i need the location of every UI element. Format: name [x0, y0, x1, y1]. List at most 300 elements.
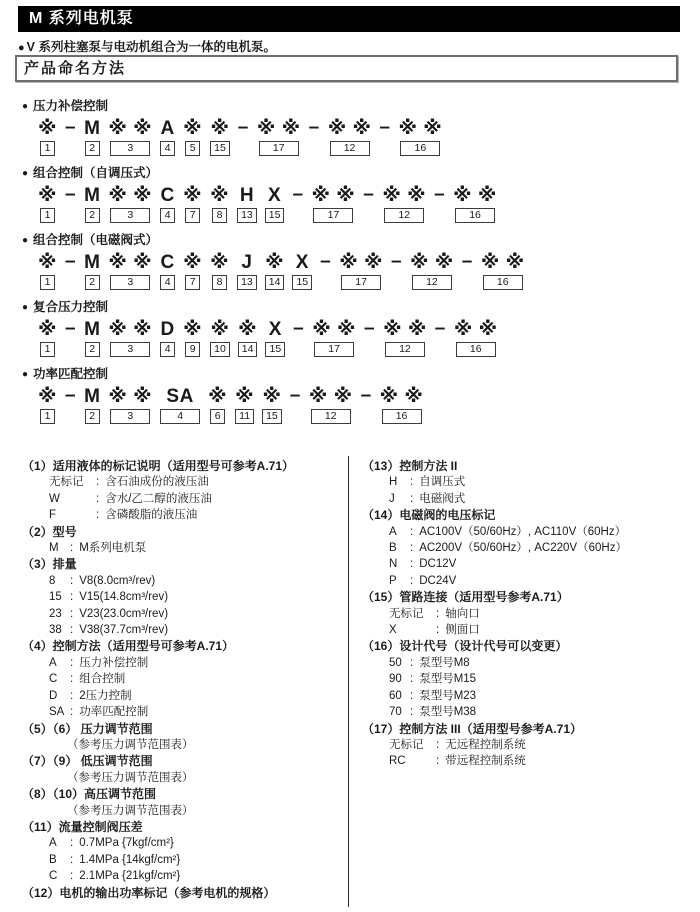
note-item-colon: :	[70, 607, 74, 620]
code-section	[22, 232, 682, 290]
note-item-key: B	[49, 853, 57, 866]
dash-token	[290, 386, 301, 422]
code-symbol: ※	[38, 185, 57, 206]
note-item	[49, 589, 342, 605]
bullet-icon: ●	[22, 302, 29, 313]
dash-token	[391, 252, 402, 288]
note-item-key: 50	[389, 656, 402, 669]
note-item-colon: :	[70, 837, 74, 850]
model-code-row	[38, 386, 682, 424]
code-token	[339, 252, 383, 290]
note-item-value: 功率匹配控制	[79, 706, 149, 719]
note-item-value: V8(8.0cm³/rev)	[79, 574, 156, 587]
code-symbol: ※ ※	[108, 118, 153, 139]
dash-token	[462, 252, 473, 288]
code-symbol: M	[84, 252, 101, 273]
position-number-box: 13	[237, 208, 257, 223]
note-heading: （5）（6） 压力调节范围	[22, 721, 153, 736]
note-item-colon: :	[436, 624, 440, 637]
dash-icon: –	[293, 318, 305, 339]
code-symbol: ※	[235, 386, 255, 407]
note-item-value: 侧面口	[445, 624, 480, 637]
note-item-key: SA	[49, 706, 65, 719]
note-item	[49, 835, 342, 851]
dash-icon: –	[308, 117, 320, 138]
note-item-key: F	[49, 509, 57, 522]
position-number-box: 8	[212, 275, 227, 290]
note-item-colon: :	[436, 738, 440, 751]
position-number-box: 6	[210, 409, 225, 424]
code-symbol: ※ ※	[108, 185, 153, 206]
code-symbol: X	[295, 252, 309, 273]
position-number-box: 11	[235, 409, 254, 424]
code-section	[22, 299, 682, 357]
position-number-box: 2	[85, 409, 100, 424]
naming-method-title: 产品命名方法	[15, 55, 678, 82]
dash-icon: –	[237, 117, 249, 138]
note-item	[67, 737, 342, 753]
section-label	[22, 98, 682, 115]
note-item-value: 电磁阀式	[419, 492, 466, 505]
code-token	[235, 386, 254, 424]
model-code-row	[38, 252, 682, 290]
dash-icon: –	[363, 184, 375, 205]
position-number-box: 16	[483, 275, 523, 290]
note-item-key: H	[389, 476, 398, 489]
code-symbol: ※ ※	[382, 185, 427, 206]
code-symbol: ※	[183, 118, 203, 139]
dash-token	[65, 118, 76, 154]
note-item-key: J	[389, 492, 395, 505]
code-token	[383, 319, 427, 357]
position-number-box: 16	[456, 342, 496, 357]
note-heading: （3）排量	[22, 557, 77, 572]
code-token	[237, 252, 257, 290]
note-item	[389, 524, 682, 540]
note-item-value: 自调压式	[419, 476, 466, 489]
code-symbol: ※ ※	[453, 185, 497, 206]
code-token	[257, 118, 301, 156]
model-code-row	[38, 319, 682, 357]
code-token	[160, 319, 175, 357]
note-item-value: DC12V	[419, 558, 457, 571]
position-number-box: 13	[237, 275, 257, 290]
note-item-colon: :	[410, 689, 414, 702]
position-number-box: 1	[40, 409, 55, 424]
position-number-box: 1	[40, 342, 55, 357]
note-block	[22, 556, 342, 638]
code-token	[309, 386, 353, 424]
dash-token	[309, 118, 320, 154]
note-item-colon: :	[70, 624, 74, 637]
code-symbol: M	[84, 319, 101, 340]
code-token	[38, 319, 57, 357]
code-token	[262, 386, 282, 424]
note-item-colon: :	[70, 706, 74, 719]
note-item	[67, 770, 342, 786]
note-item-colon: :	[70, 870, 74, 883]
note-item-value: AC200V（50/60Hz）, AC220V（60Hz）	[419, 542, 627, 555]
note-item-value: 1.4MPa {14kgf/cm²}	[79, 853, 181, 866]
note-item	[389, 573, 682, 589]
dash-token	[361, 386, 372, 422]
note-heading: （8）（10）高压调节范围	[22, 787, 157, 802]
section-label	[22, 366, 682, 383]
note-item	[49, 491, 342, 507]
position-number-box: 16	[400, 141, 440, 156]
note-item-key: 60	[389, 689, 402, 702]
code-token	[238, 319, 258, 357]
position-number-box: 9	[185, 342, 200, 357]
dash-token	[65, 185, 76, 221]
note-heading: （11）流量控制阀压差	[22, 819, 143, 834]
position-number-box: 15	[265, 208, 285, 223]
position-number-box: 15	[262, 409, 282, 424]
code-token	[210, 118, 230, 156]
intro-line	[18, 37, 276, 55]
position-number-box: 14	[238, 342, 258, 357]
bullet-icon: ●	[22, 235, 29, 246]
note-item-colon: :	[70, 574, 74, 587]
code-token	[160, 185, 175, 223]
code-section	[22, 165, 682, 223]
position-number-box: 16	[382, 409, 422, 424]
note-item-colon: :	[410, 706, 414, 719]
note-item-key: X	[389, 624, 397, 637]
note-item	[49, 704, 342, 720]
code-symbol: ※ ※	[398, 118, 443, 139]
note-item	[389, 556, 682, 572]
position-number-box: 3	[110, 409, 150, 424]
note-heading: （7）（9） 低压调节范围	[22, 754, 153, 769]
note-item-value: （参考压力调节范围表）	[67, 771, 194, 784]
code-token	[210, 185, 229, 223]
code-token	[108, 386, 152, 424]
code-symbol: ※	[265, 252, 285, 273]
note-item	[389, 753, 682, 769]
position-number-box: 1	[40, 208, 55, 223]
note-block	[362, 507, 682, 589]
note-item-value: V38(37.7cm³/rev)	[79, 624, 169, 637]
position-number-box: 4	[160, 275, 175, 290]
code-token	[84, 118, 100, 156]
note-item-colon: :	[436, 755, 440, 768]
bullet-icon: ●	[18, 42, 25, 54]
note-item-value: 2.1MPa {21kgf/cm²}	[79, 870, 181, 883]
code-section	[22, 98, 682, 156]
note-item-value: 无远程控制系统	[445, 738, 526, 751]
position-number-box: 3	[110, 342, 150, 357]
note-item-colon: :	[70, 673, 74, 686]
dash-icon: –	[64, 385, 77, 406]
notes-column-right	[349, 456, 682, 907]
code-symbol: ※ ※	[453, 319, 498, 340]
dash-icon: –	[360, 385, 372, 406]
code-symbol: M	[84, 386, 101, 407]
section-label	[22, 299, 682, 316]
note-heading: （13）控制方法 II	[362, 459, 458, 473]
position-number-box: 8	[212, 208, 227, 223]
code-symbol: ※ ※	[311, 185, 356, 206]
section-label-text: 功率匹配控制	[33, 367, 109, 381]
position-number-box: 7	[185, 275, 200, 290]
position-number-box: 15	[292, 275, 312, 290]
note-item-key: 23	[49, 607, 62, 620]
code-symbol: X	[268, 319, 282, 340]
note-item	[49, 540, 342, 556]
note-item	[389, 606, 682, 622]
code-symbol: A	[160, 118, 175, 139]
note-item-value: 组合控制	[79, 673, 126, 686]
code-symbol: ※ ※	[108, 252, 153, 273]
position-number-box: 17	[314, 342, 354, 357]
note-item-value: 0.7MPa {7kgf/cm²}	[79, 837, 174, 850]
code-symbol: ※ ※	[256, 118, 301, 139]
section-label	[22, 165, 682, 182]
code-token	[84, 185, 100, 223]
position-number-box: 17	[313, 208, 353, 223]
position-number-box: 12	[311, 409, 351, 424]
note-item-value: M系列电机泵	[79, 542, 147, 555]
note-block	[22, 458, 342, 524]
page-title: M 系列电机泵	[18, 6, 680, 32]
note-item-colon: :	[70, 853, 74, 866]
note-item-key: A	[389, 525, 397, 538]
note-item	[389, 688, 682, 704]
code-token	[108, 319, 152, 357]
note-item-key: 38	[49, 624, 62, 637]
position-number-box: 2	[85, 141, 100, 156]
note-item-value: 泵型号M15	[419, 673, 477, 686]
position-number-box: 4	[160, 141, 175, 156]
position-number-box: 5	[185, 141, 200, 156]
code-token	[183, 252, 202, 290]
note-item-value: （参考压力调节范围表）	[67, 738, 194, 751]
note-item-key: P	[389, 574, 397, 587]
section-label	[22, 232, 682, 249]
dash-icon: –	[434, 318, 446, 339]
note-item	[389, 491, 682, 507]
note-block	[362, 589, 682, 638]
code-symbol: D	[160, 319, 175, 340]
note-heading: （14）电磁阀的电压标记	[362, 508, 496, 523]
code-token	[183, 185, 202, 223]
code-symbol: ※	[208, 386, 228, 407]
note-heading: （4）控制方法（适用型号可参考A.71）	[22, 639, 235, 654]
note-item-key: D	[49, 689, 58, 702]
dash-token	[363, 185, 374, 221]
code-token	[312, 185, 356, 223]
note-block	[22, 786, 342, 819]
dash-icon: –	[64, 117, 77, 138]
note-item	[389, 474, 682, 490]
code-token	[210, 319, 230, 357]
position-number-box: 2	[85, 342, 100, 357]
dash-token	[65, 386, 76, 422]
bullet-icon: ●	[22, 369, 29, 380]
code-symbol: ※	[210, 319, 230, 340]
position-number-box: 2	[85, 208, 100, 223]
code-symbol: ※ ※	[379, 386, 424, 407]
position-number-box: 3	[110, 208, 150, 223]
section-label-text: 压力补偿控制	[33, 99, 109, 113]
code-token	[108, 252, 152, 290]
code-symbol: ※ ※	[383, 319, 427, 340]
note-item-value: （参考压力调节范围表）	[67, 804, 194, 817]
bullet-icon: ●	[22, 101, 29, 112]
note-block	[22, 885, 342, 901]
note-block	[362, 638, 682, 720]
note-item-colon: :	[96, 476, 100, 489]
code-token	[292, 252, 312, 290]
note-item-value: 泵型号M38	[419, 706, 477, 719]
code-symbol: ※ ※	[410, 252, 454, 273]
code-symbol: ※	[183, 252, 203, 273]
note-heading: （16）设计代号（设计代号可以变更）	[362, 639, 568, 654]
note-item-colon: :	[70, 656, 74, 669]
dash-token	[238, 118, 249, 154]
code-symbol: J	[241, 252, 253, 273]
note-item-value: 带远程控制系统	[445, 755, 526, 768]
code-token	[208, 386, 227, 424]
note-block	[22, 721, 342, 754]
code-section	[22, 366, 682, 424]
note-block	[22, 524, 342, 557]
position-number-box: 7	[185, 208, 200, 223]
position-number-box: 16	[455, 208, 495, 223]
note-heading: （15）管路连接（适用型号参考A.71）	[362, 590, 569, 605]
code-token	[183, 319, 202, 357]
position-number-box: 4	[160, 208, 175, 223]
code-symbol: ※ ※	[312, 319, 356, 340]
dash-icon: –	[363, 318, 376, 339]
note-item	[49, 655, 342, 671]
code-symbol: ※	[210, 252, 230, 273]
note-heading: （1）适用液体的标记说明（适用型号可参考A.71）	[22, 459, 295, 473]
dash-icon: –	[64, 318, 77, 339]
code-symbol: ※ ※	[108, 319, 153, 340]
note-item	[49, 852, 342, 868]
position-number-box: 10	[210, 342, 230, 357]
code-token	[265, 185, 285, 223]
note-item	[49, 474, 342, 490]
note-item-key: RC	[389, 755, 406, 768]
dash-icon: –	[390, 251, 403, 272]
note-item	[389, 737, 682, 753]
note-item-colon: :	[410, 673, 414, 686]
note-item	[49, 573, 342, 589]
code-token	[108, 118, 152, 156]
note-item	[49, 671, 342, 687]
code-symbol: ※	[183, 319, 203, 340]
code-token	[210, 252, 229, 290]
dash-icon: –	[461, 251, 473, 272]
note-item-colon: :	[436, 607, 440, 620]
note-item-colon: :	[70, 689, 74, 702]
note-item-value: 含磷酸脂的液压油	[105, 509, 198, 522]
position-number-box: 12	[384, 208, 424, 223]
note-item-colon: :	[96, 492, 100, 505]
note-block	[22, 753, 342, 786]
code-token	[38, 185, 57, 223]
code-token	[84, 386, 100, 424]
code-symbol: ※ ※	[308, 386, 353, 407]
position-number-box: 1	[40, 141, 55, 156]
note-item-colon: :	[410, 558, 414, 571]
code-token	[183, 118, 202, 156]
note-item-key: 70	[389, 706, 402, 719]
note-item	[389, 704, 682, 720]
note-block	[22, 638, 342, 720]
note-item	[49, 622, 342, 638]
code-symbol: ※	[183, 185, 203, 206]
note-block	[362, 458, 682, 507]
dash-icon: –	[320, 251, 332, 272]
note-item-key: 90	[389, 673, 402, 686]
note-item-key: 8	[49, 574, 56, 587]
code-symbol: ※ ※	[339, 252, 383, 273]
section-label-text: 组合控制（自调压式）	[33, 166, 159, 180]
note-item-key: N	[389, 558, 398, 571]
dash-token	[434, 185, 445, 221]
note-item	[389, 622, 682, 638]
dash-token	[435, 319, 446, 355]
note-heading: （17）控制方法 III（适用型号参考A.71）	[362, 721, 583, 736]
notes	[18, 456, 682, 907]
note-item-value: V15(14.8cm³/rev)	[79, 591, 169, 604]
code-symbol: ※	[262, 386, 282, 407]
code-symbol: M	[84, 185, 101, 206]
dash-icon: –	[434, 184, 446, 205]
note-item-value: DC24V	[419, 574, 457, 587]
code-symbol: C	[160, 185, 175, 206]
position-number-box: 4	[160, 409, 200, 424]
position-number-box: 3	[110, 141, 150, 156]
note-item	[49, 688, 342, 704]
code-token	[410, 252, 454, 290]
note-item-colon: :	[410, 476, 414, 489]
position-number-box: 4	[160, 342, 175, 357]
code-token	[108, 185, 152, 223]
note-item	[67, 803, 342, 819]
code-token	[481, 252, 525, 290]
note-item-key: 无标记	[389, 738, 424, 751]
code-symbol: H	[239, 185, 255, 206]
note-item-key: A	[49, 837, 57, 850]
dash-token	[293, 319, 304, 355]
code-sections	[22, 98, 682, 433]
code-token	[382, 185, 426, 223]
note-item-key: 无标记	[49, 476, 84, 489]
section-label-text: 复合压力控制	[33, 300, 109, 314]
code-symbol: X	[268, 185, 282, 206]
note-item	[389, 540, 682, 556]
note-item-colon: :	[70, 591, 74, 604]
position-number-box: 12	[330, 141, 370, 156]
position-number-box: 3	[110, 275, 150, 290]
code-symbol: ※	[38, 118, 57, 139]
note-item	[49, 606, 342, 622]
code-symbol: M	[84, 118, 101, 139]
position-number-box: 15	[265, 342, 285, 357]
position-number-box: 12	[385, 342, 425, 357]
note-item-value: 轴向口	[445, 607, 480, 620]
code-token	[380, 386, 424, 424]
model-code-row	[38, 118, 682, 156]
note-item-colon: :	[410, 574, 414, 587]
code-symbol: C	[160, 252, 175, 273]
code-symbol: SA	[166, 386, 194, 407]
